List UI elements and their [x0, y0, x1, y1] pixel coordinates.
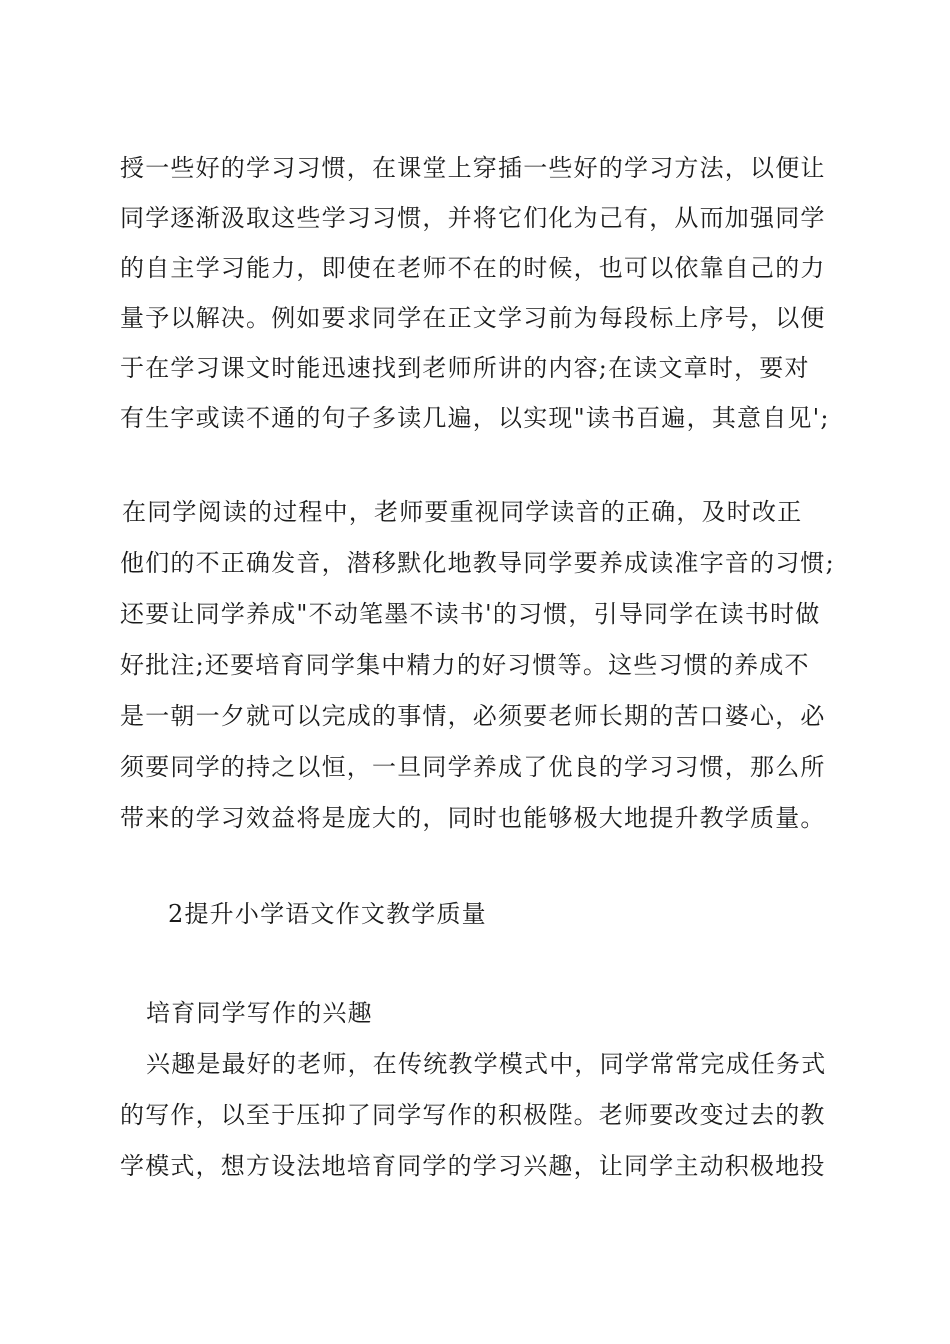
text-line: 有生字或读不通的句子多读几遍，以实现"读书百遍，其意自见'; — [120, 404, 830, 432]
text-line: 在同学阅读的过程中，老师要重视同学读音的正确，及时改正 — [122, 498, 803, 526]
text-line: 同学逐渐汲取这些学习习惯，并将它们化为己有，从而加强同学 — [120, 204, 826, 232]
subheading: 培育同学写作的兴趣 — [146, 999, 373, 1027]
text-line: 须要同学的持之以恒，一旦同学养成了优良的学习习惯，那么所 — [120, 753, 826, 781]
section-heading: 2提升小学语文作文教学质量 — [168, 900, 487, 928]
text-line: 的写作，以至于压抑了同学写作的积极陛。老师要改变过去的教 — [120, 1101, 826, 1129]
text-line: 学模式，想方设法地培育同学的学习兴趣，让同学主动积极地投 — [120, 1152, 826, 1180]
text-line: 还要让同学养成"不动笔墨不读书'的习惯，引导同学在读书时做 — [120, 600, 821, 628]
text-line: 是一朝一夕就可以完成的事情，必须要老师长期的苦口婆心，必 — [120, 702, 826, 730]
text-line: 于在学习课文时能迅速找到老师所讲的内容;在读文章时，要对 — [120, 354, 810, 382]
text-line: 的自主学习能力，即使在老师不在的时候，也可以依靠自己的力 — [120, 254, 826, 282]
text-line: 授一些好的学习习惯，在课堂上穿插一些好的学习方法，以便让 — [120, 154, 826, 182]
text-line: 兴趣是最好的老师，在传统教学模式中，同学常常完成任务式 — [146, 1050, 827, 1078]
text-line: 好批注;还要培育同学集中精力的好习惯等。这些习惯的养成不 — [120, 651, 810, 679]
text-line: 带来的学习效益将是庞大的，同时也能够极大地提升教学质量。 — [120, 804, 826, 832]
text-line: 量予以解决。例如要求同学在正文学习前为每段标上序号，以便 — [120, 304, 826, 332]
text-line: 他们的不正确发音，潜移默化地教导同学要养成读准字音的习惯; — [120, 549, 835, 577]
